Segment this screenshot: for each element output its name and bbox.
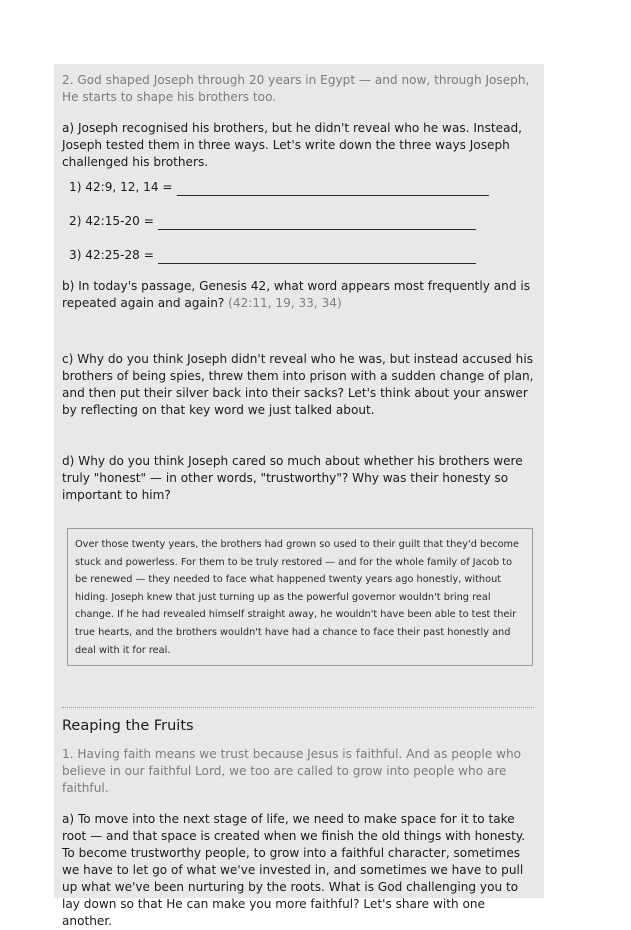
blank-row-3: [69, 247, 536, 264]
blank-label-3: 3) 42:25-28 =: [69, 248, 154, 262]
blank-line-2[interactable]: [158, 217, 476, 230]
blank-label-2: 2) 42:15-20 =: [69, 214, 154, 228]
blank-row-1: [69, 179, 536, 196]
question-b-text: b) In today's passage, Genesis 42, what word appears most frequently and is repeated again and again?: [62, 279, 531, 310]
question-b-reference: (42:11, 19, 33, 34): [228, 296, 342, 310]
blank-line-3[interactable]: [158, 251, 476, 264]
section2-intro: 1. Having faith means we trust because Jesus is faithful. And as people who believe in our faithful Lord, we too are called to grow into people who are faithful.: [62, 747, 522, 796]
section-title: Reaping the Fruits: [62, 718, 194, 735]
worksheet-panel: [54, 64, 544, 929]
question-c: c) Why do you think Joseph didn't reveal who he was, but instead accused his brothers of being spies, threw them into prison with a sudden change of plan, and then put their silver back into their sacks? Let's think about your answer by reflecting on that key word we just talked about.: [62, 352, 534, 417]
question-d: d) Why do you think Joseph cared so much about whether his brothers were truly "honest" — in other words, "trustworthy"? Why was their honesty so important to him?: [62, 454, 523, 502]
section2-question-a: a) To move into the next stage of life, we need to make space for it to take root — and that space is created when we finish the old things with honesty. To become trustworthy people, to grow into a faithful character, sometimes we have to let go of what we've invested in, and sometimes we have to pull up what we've been nurturing by the roots. What is God challenging you to lay down so that He can make you more faithful? Let's share with one another.: [62, 812, 526, 929]
answer-box: Over those twenty years, the brothers had grown so used to their guilt that they'd become stuck and powerless. For them to be truly restored — and for the whole family of Jacob to be renewed — they needed to face what happened twenty years ago honestly, without hiding. Joseph knew that just turning up as the powerful governor wouldn't bring real change. If he had revealed himself straight away, he wouldn't have been able to test their true hearts, and the brothers wouldn't have had a chance to face their past honestly and deal with it for real.: [67, 528, 533, 666]
blank-line-1[interactable]: [177, 183, 489, 196]
section1-intro: 2. God shaped Joseph through 20 years in Egypt — and now, through Joseph, He starts to shape his brothers too.: [62, 73, 530, 104]
question-b: [62, 278, 536, 312]
blank-label-1: 1) 42:9, 12, 14 =: [69, 180, 173, 194]
blank-row-2: [69, 213, 536, 230]
question-a: a) Joseph recognised his brothers, but he didn't reveal who he was. Instead, Joseph tested them in three ways. Let's write down the three ways Joseph challenged his brothers.: [62, 121, 522, 169]
